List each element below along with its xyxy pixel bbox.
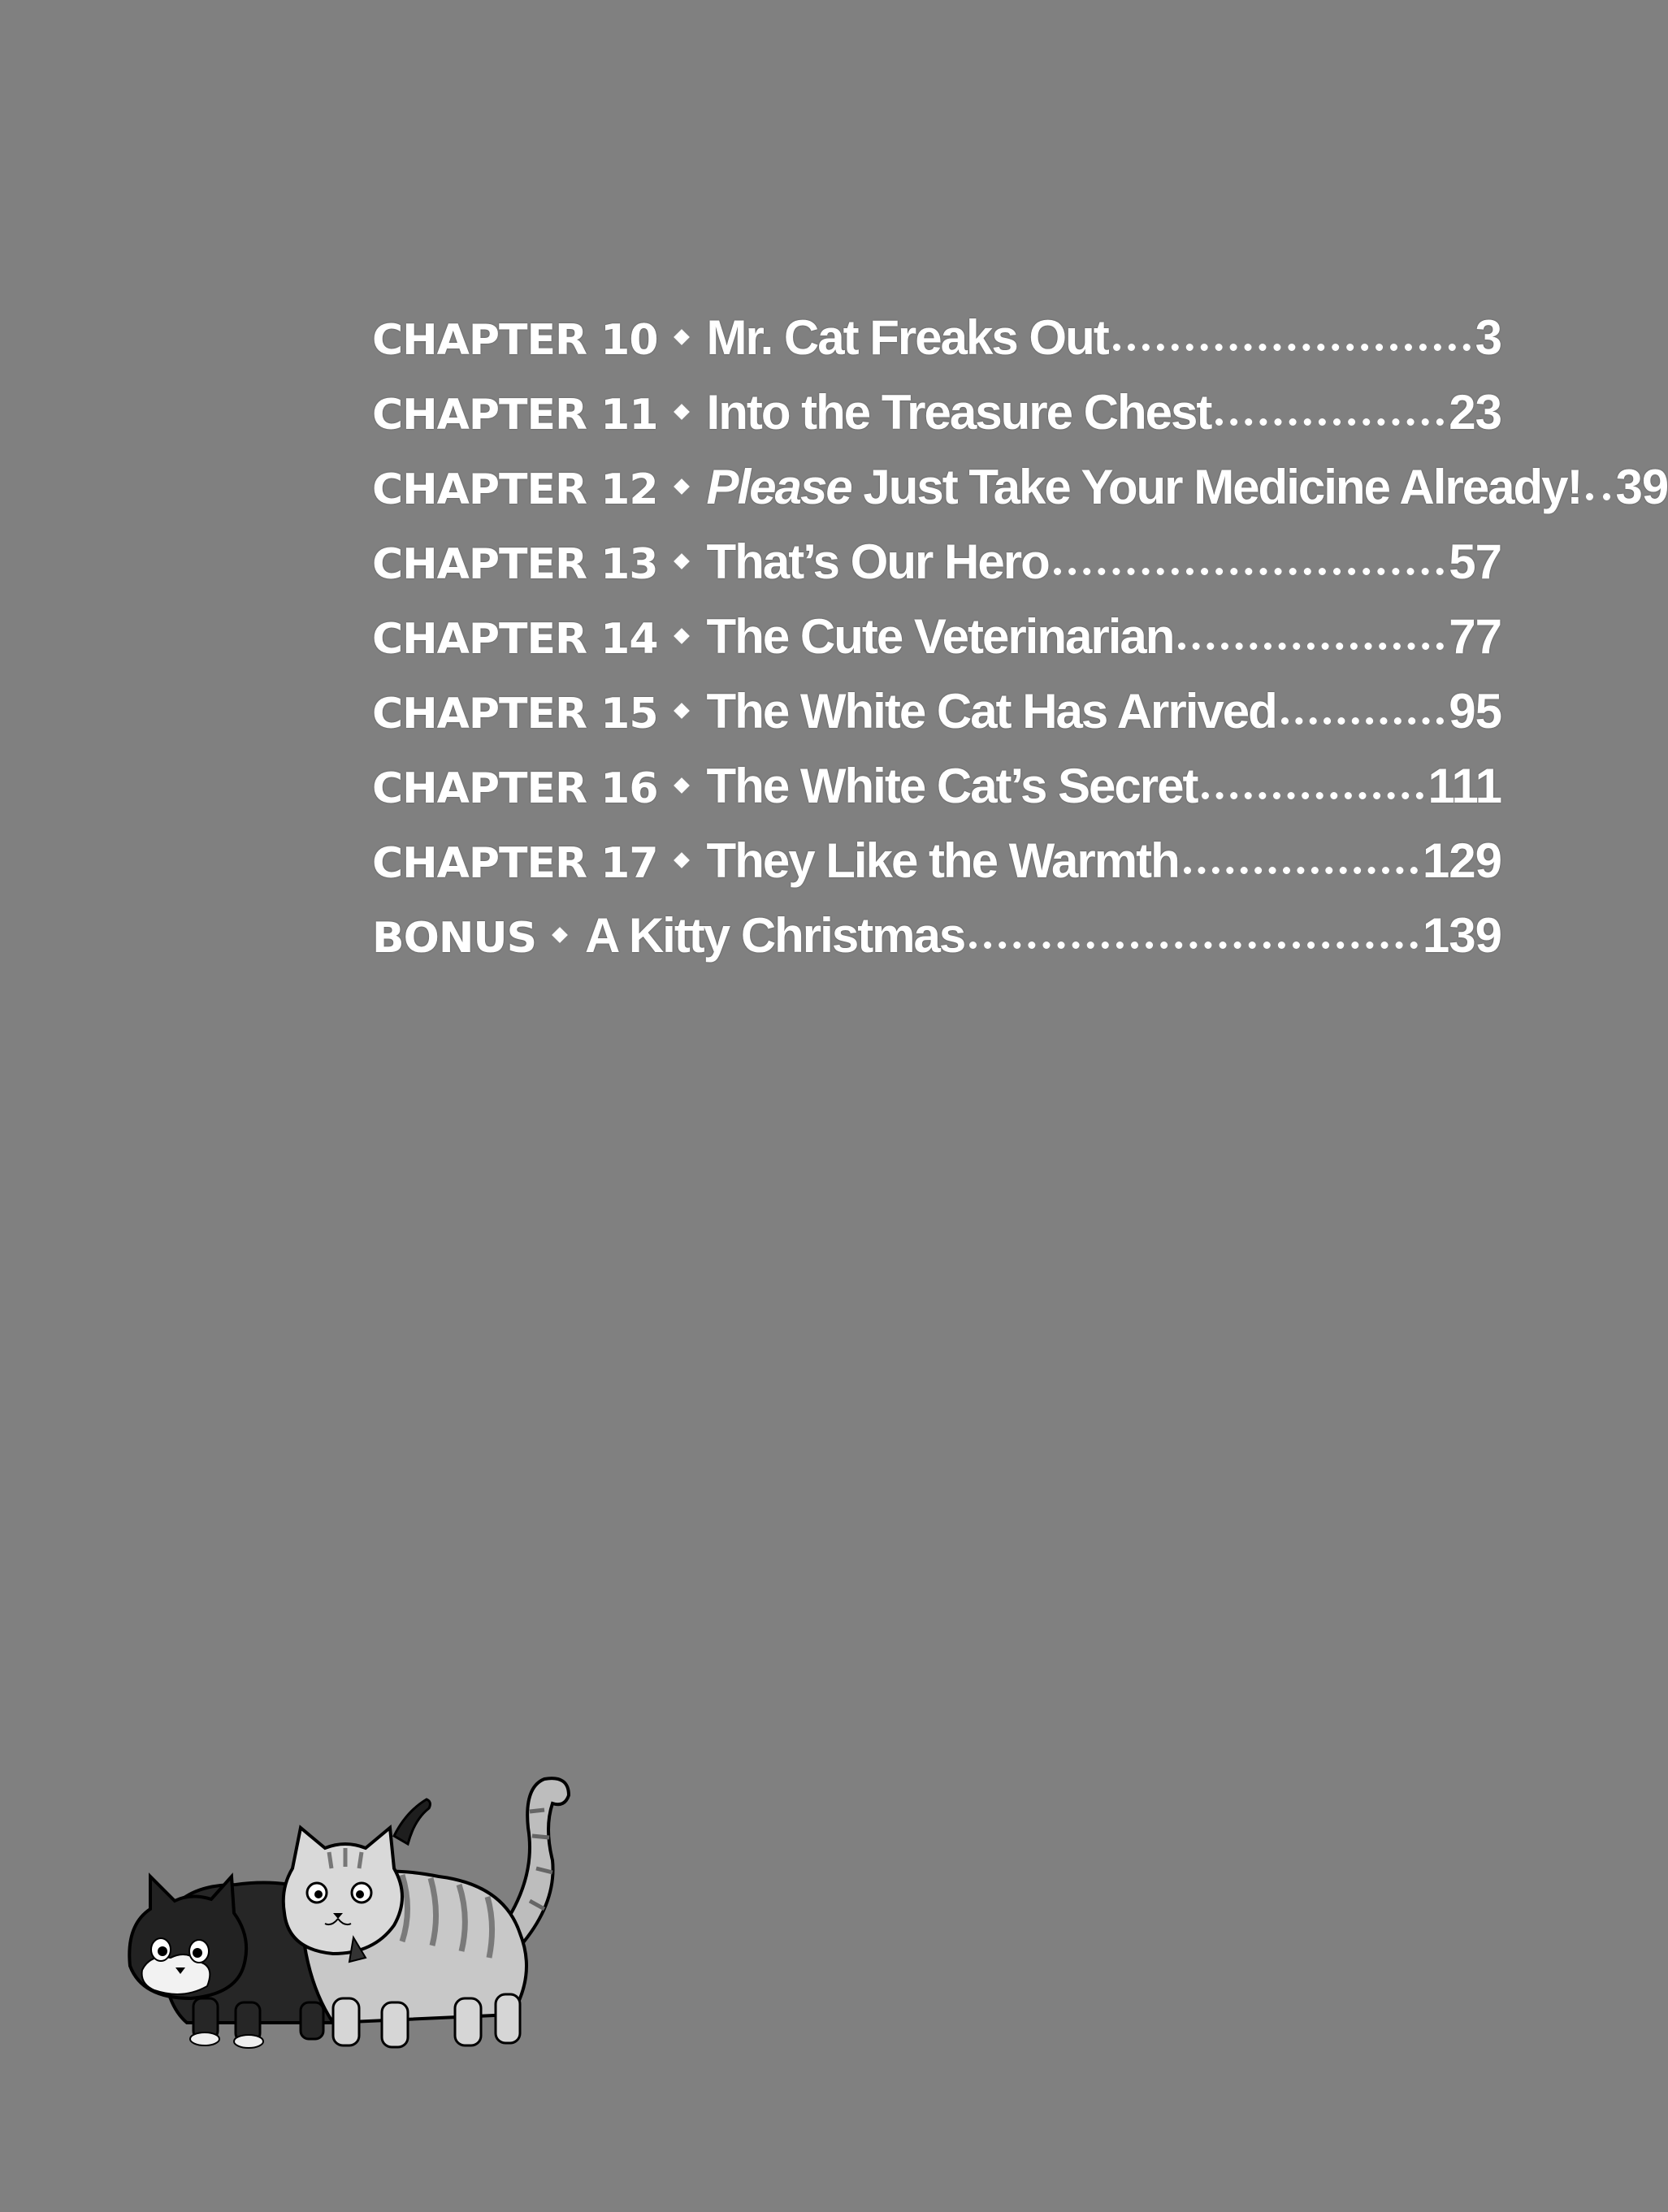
toc-entry-chapter-14[interactable]: [372, 600, 1501, 674]
chapter-title-text: Just Take Your Medicine Already!: [851, 460, 1582, 514]
toc-entry-bonus[interactable]: [372, 898, 1501, 973]
toc-entry-chapter-12[interactable]: [372, 450, 1668, 525]
diamond-bullet-icon: [674, 329, 690, 345]
chapter-label: CHAPTER 11: [372, 391, 658, 439]
diamond-bullet-icon: [552, 927, 568, 943]
chapter-title-text: The Cute Veterinarian: [706, 609, 1174, 664]
dot-leader: [1054, 560, 1445, 575]
toc-entry-chapter-15[interactable]: [372, 674, 1501, 749]
page-number: 111: [1428, 759, 1501, 813]
chapter-label: CHAPTER 17: [372, 839, 658, 888]
chapter-label: CHAPTER 12: [372, 465, 658, 514]
page-number: 3: [1475, 310, 1501, 365]
chapter-title-text: The White Cat’s Secret: [706, 759, 1198, 813]
toc-entry-chapter-13[interactable]: [372, 525, 1501, 600]
cats-icon: [114, 1763, 585, 2063]
diamond-bullet-icon: [674, 777, 690, 794]
page-number: 77: [1449, 609, 1501, 664]
page-number: 129: [1422, 833, 1501, 888]
diamond-bullet-icon: [674, 852, 690, 868]
dot-leader: [1215, 410, 1444, 426]
dot-leader: [969, 933, 1418, 949]
page-number: 57: [1449, 535, 1501, 589]
page-number: 139: [1422, 908, 1501, 963]
dot-leader: [1281, 709, 1444, 725]
diamond-bullet-icon: [674, 478, 690, 495]
chapter-title-text: Into the Treasure Chest: [706, 385, 1211, 439]
chapter-label: BONUS: [372, 914, 537, 963]
dot-leader: [1178, 634, 1444, 650]
chapter-title: [585, 898, 964, 973]
chapter-title: [707, 375, 1211, 450]
chapter-title: [707, 600, 1174, 674]
toc-entry-chapter-17[interactable]: [372, 824, 1501, 898]
toc-entry-chapter-10[interactable]: [372, 301, 1501, 375]
tabby-cat-icon: [284, 1778, 569, 2047]
chapter-label: CHAPTER 10: [372, 316, 658, 365]
dot-leader: [1202, 784, 1423, 799]
diamond-bullet-icon: [674, 703, 690, 719]
chapter-title: [707, 450, 1582, 525]
chapter-title-text: A Kitty Christmas: [585, 908, 965, 963]
chapter-title: [707, 674, 1276, 749]
two-cats-walking-illustration: [114, 1763, 585, 2063]
toc-entry-chapter-16[interactable]: [372, 749, 1501, 824]
dot-leader: [1113, 335, 1471, 351]
chapter-title: [707, 301, 1108, 375]
table-of-contents: [372, 301, 1668, 973]
diamond-bullet-icon: [674, 404, 690, 420]
chapter-title-text: Mr. Cat Freaks Out: [706, 310, 1108, 365]
diamond-bullet-icon: [674, 628, 690, 644]
chapter-title-text: That’s Our Hero: [706, 535, 1049, 589]
chapter-label: CHAPTER 14: [372, 615, 658, 664]
dot-leader: [1586, 485, 1610, 500]
chapter-title: [707, 749, 1198, 824]
dot-leader: [1184, 859, 1418, 874]
diamond-bullet-icon: [674, 553, 690, 569]
chapter-title: [707, 824, 1179, 898]
page-number: 39: [1615, 460, 1668, 514]
chapter-label: CHAPTER 16: [372, 764, 658, 813]
chapter-title-text: The White Cat Has Arrived: [706, 684, 1276, 738]
chapter-label: CHAPTER 13: [372, 540, 658, 589]
chapter-label: CHAPTER 15: [372, 690, 658, 738]
chapter-title-text: They Like the Warmth: [706, 833, 1179, 888]
chapter-title-emphasis: Please: [706, 460, 851, 514]
page-number: 95: [1449, 684, 1501, 738]
toc-entry-chapter-11[interactable]: [372, 375, 1501, 450]
chapter-title: [707, 525, 1049, 600]
page-number: 23: [1449, 385, 1501, 439]
